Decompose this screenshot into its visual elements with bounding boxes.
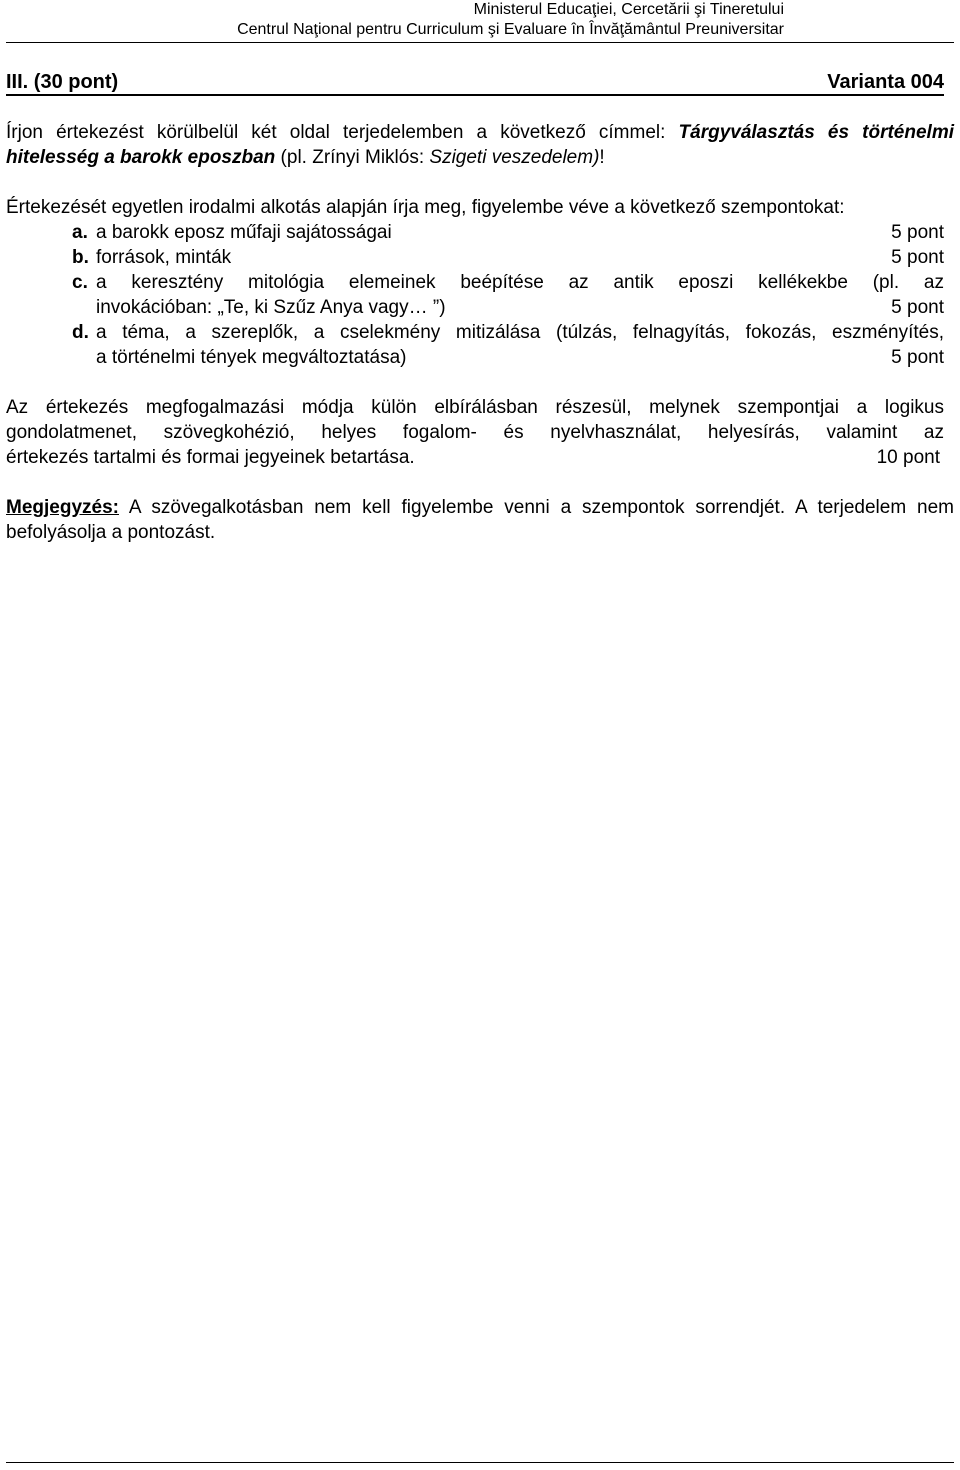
style-points: 10 pont (876, 447, 940, 468)
intro-end: ! (599, 147, 605, 168)
footer-divider (6, 1462, 954, 1463)
note-label: Megjegyzés: (6, 497, 119, 518)
criterion-b (6, 245, 954, 270)
note-text: A szövegalkotásban nem kell figyelembe venni a szempontok sorrendjét. A terjedelem nem befolyásolja a pontozást. (6, 497, 954, 543)
document-body (6, 120, 954, 545)
criterion-points: 5 pont (891, 347, 944, 368)
essay-title: Tárgyválasztás és történelmi hitelesség a barokk eposzban (6, 122, 954, 168)
criterion-points: 5 pont (891, 222, 944, 243)
style-text-last: értekezés tartalmi és formai jegyeinek betartása. (6, 447, 415, 468)
instruction-paragraph: Értekezését egyetlen irodalmi alkotás alapján írja meg, figyelembe véve a következő szempontokat: (6, 197, 845, 218)
criterion-marker: d. (72, 322, 89, 343)
intro-paragraph (6, 120, 954, 170)
criterion-points: 5 pont (891, 297, 944, 318)
section-label: III. (30 pont) (6, 71, 119, 93)
criterion-text: források, minták (96, 247, 232, 268)
criterion-text: a téma, a szereplők, a cselekmény mitizálása (túlzás, felnagyítás, fokozás, eszményítés, (96, 322, 944, 343)
criterion-a (6, 220, 954, 245)
style-paragraph (6, 395, 960, 470)
intro-example: (pl. Zrínyi Miklós: (275, 147, 430, 168)
variant-label: Varianta 004 (827, 71, 944, 93)
style-text: Az értekezés megfogalmazási módja külön elbírálásban részesül, melynek szempontjai a logikus gondolatmenet, szövegkohézió, helyes fogalom- és nyelvhasználat, helyesírás, valamint az (6, 397, 944, 443)
center-name: Centrul Naţional pentru Curriculum şi Evaluare în Învăţământul Preuniversitar (237, 21, 784, 38)
criteria-list (6, 220, 954, 370)
criterion-text: a keresztény mitológia elemeinek beépítése az antik eposzi kellékekbe (pl. az (96, 272, 944, 293)
criterion-text: a barokk eposz műfaji sajátosságai (96, 222, 392, 243)
criterion-d (6, 320, 954, 370)
criterion-text-cont: invokációban: „Te, ki Szűz Anya vagy… ”) (96, 297, 446, 318)
note-paragraph (6, 495, 954, 545)
header-divider (6, 42, 954, 43)
ministry-name: Ministerul Educaţiei, Cercetării şi Tineretului (473, 1, 784, 18)
work-title: Szigeti veszedelem) (429, 147, 600, 168)
criterion-c (6, 270, 954, 320)
criterion-marker: c. (72, 272, 88, 293)
criterion-text-cont: a történelmi tények megváltoztatása) (96, 347, 407, 368)
intro-text: Írjon értekezést körülbelül két oldal terjedelemben a következő címmel: (6, 122, 679, 143)
criterion-points: 5 pont (891, 247, 944, 268)
section-heading (6, 70, 944, 96)
criterion-marker: a. (72, 222, 88, 243)
page-header (237, 0, 784, 40)
criterion-marker: b. (72, 247, 89, 268)
